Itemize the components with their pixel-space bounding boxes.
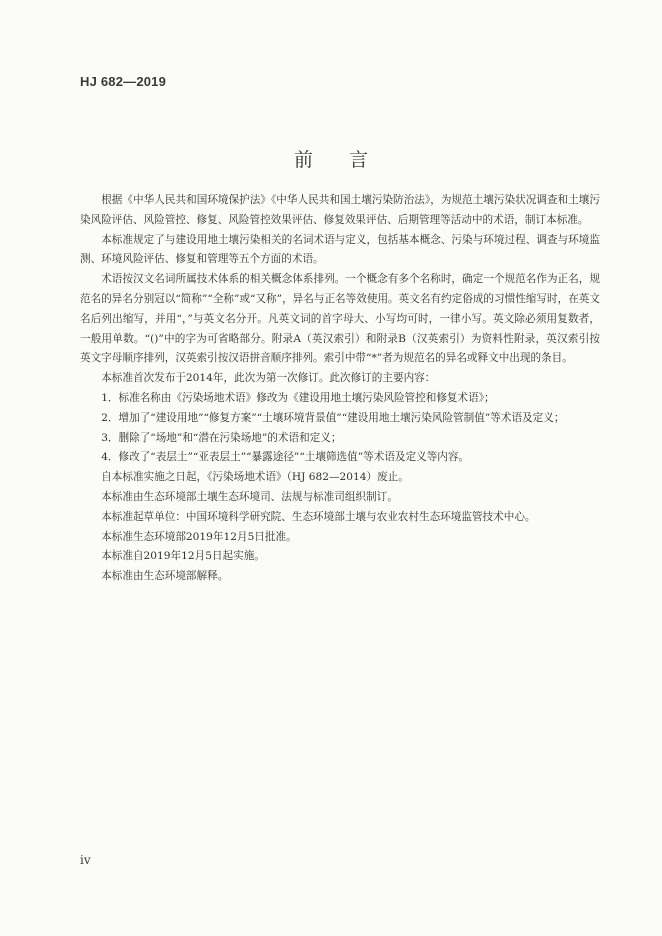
revision-item-4: 4．修改了“表层土”“亚表层土”“暴露途径”“土壤筛选值”等术语及定义等内容。 bbox=[101, 451, 470, 464]
paragraph-arrangement: 术语按汉文名词所属技术体系的相关概念体系排列。一个概念有多个名称时，确定一个规范名作为正名，规范名的异名分别冠以“简称”“全称”或“又称”，异名与正名等效使用。英文名有约定俗成的习惯性缩写时，在英文名后列出缩写，并用“，”与英文名分开。凡英文词的首字母大、小写均可时，一律小写。英文除必须用复数者，一般用单数。“()”中的字为可省略部分。附录A（英汉索引）和附录B（汉英索引）为资料性附录，英汉索引按英文字母顺序排列，汉英索引按汉语拼音顺序排列。索引中带“*”者为规范名的异名或释文中出现的条目。 bbox=[80, 273, 600, 365]
paragraph-organizer: 本标准由生态环境部土壤生态环境司、法规与标准司组织制订。 bbox=[101, 490, 398, 503]
paragraph-approval: 本标准生态环境部2019年12月5日批准。 bbox=[101, 530, 297, 543]
paragraph-scope: 本标准规定了与建设用地土壤污染相关的名词术语与定义，包括基本概念、污染与环境过程、调查与环境监测、环境风险评估、修复和管理等五个方面的术语。 bbox=[80, 233, 600, 266]
page-title: 前言 bbox=[293, 149, 404, 171]
paragraph-drafters: 本标准起草单位：中国环境科学研究院、生态环境部土壤与农业农村生态环境监管技术中心。 bbox=[101, 510, 536, 523]
paragraph-basis: 根据《中华人民共和国环境保护法》《中华人民共和国土壤污染防治法》，为规范土壤污染状况调查和土壤污染风险评估、风险管控、修复、风险管控效果评估、修复效果评估、后期管理等活动中的术语，制订本标准。 bbox=[80, 194, 600, 226]
revision-item-2: 2．增加了“建设用地”“修复方案”“土壤环境背景值”“建设用地土壤污染风险管制值”等术语及定义； bbox=[101, 411, 565, 424]
revision-item-3: 3．删除了“场地”和“潜在污染场地”的术语和定义； bbox=[101, 431, 342, 444]
paragraph-supersede: 自本标准实施之日起，《污染场地术语》（HJ 682—2014）废止。 bbox=[101, 471, 409, 484]
revision-item-1: 1．标准名称由《污染场地术语》修改为《建设用地土壤污染风险管控和修复术语》； bbox=[101, 391, 495, 404]
paragraph-effective: 本标准自2019年12月5日起实施。 bbox=[101, 550, 265, 563]
foreword-body bbox=[80, 191, 600, 587]
page-number: iv bbox=[80, 853, 91, 867]
paragraph-revision-intro: 本标准首次发布于2014年，此次为第一次修订。此次修订的主要内容： bbox=[101, 372, 436, 385]
standard-code: HJ 682—2019 bbox=[80, 74, 167, 89]
paragraph-interpretation: 本标准由生态环境部解释。 bbox=[101, 570, 229, 583]
